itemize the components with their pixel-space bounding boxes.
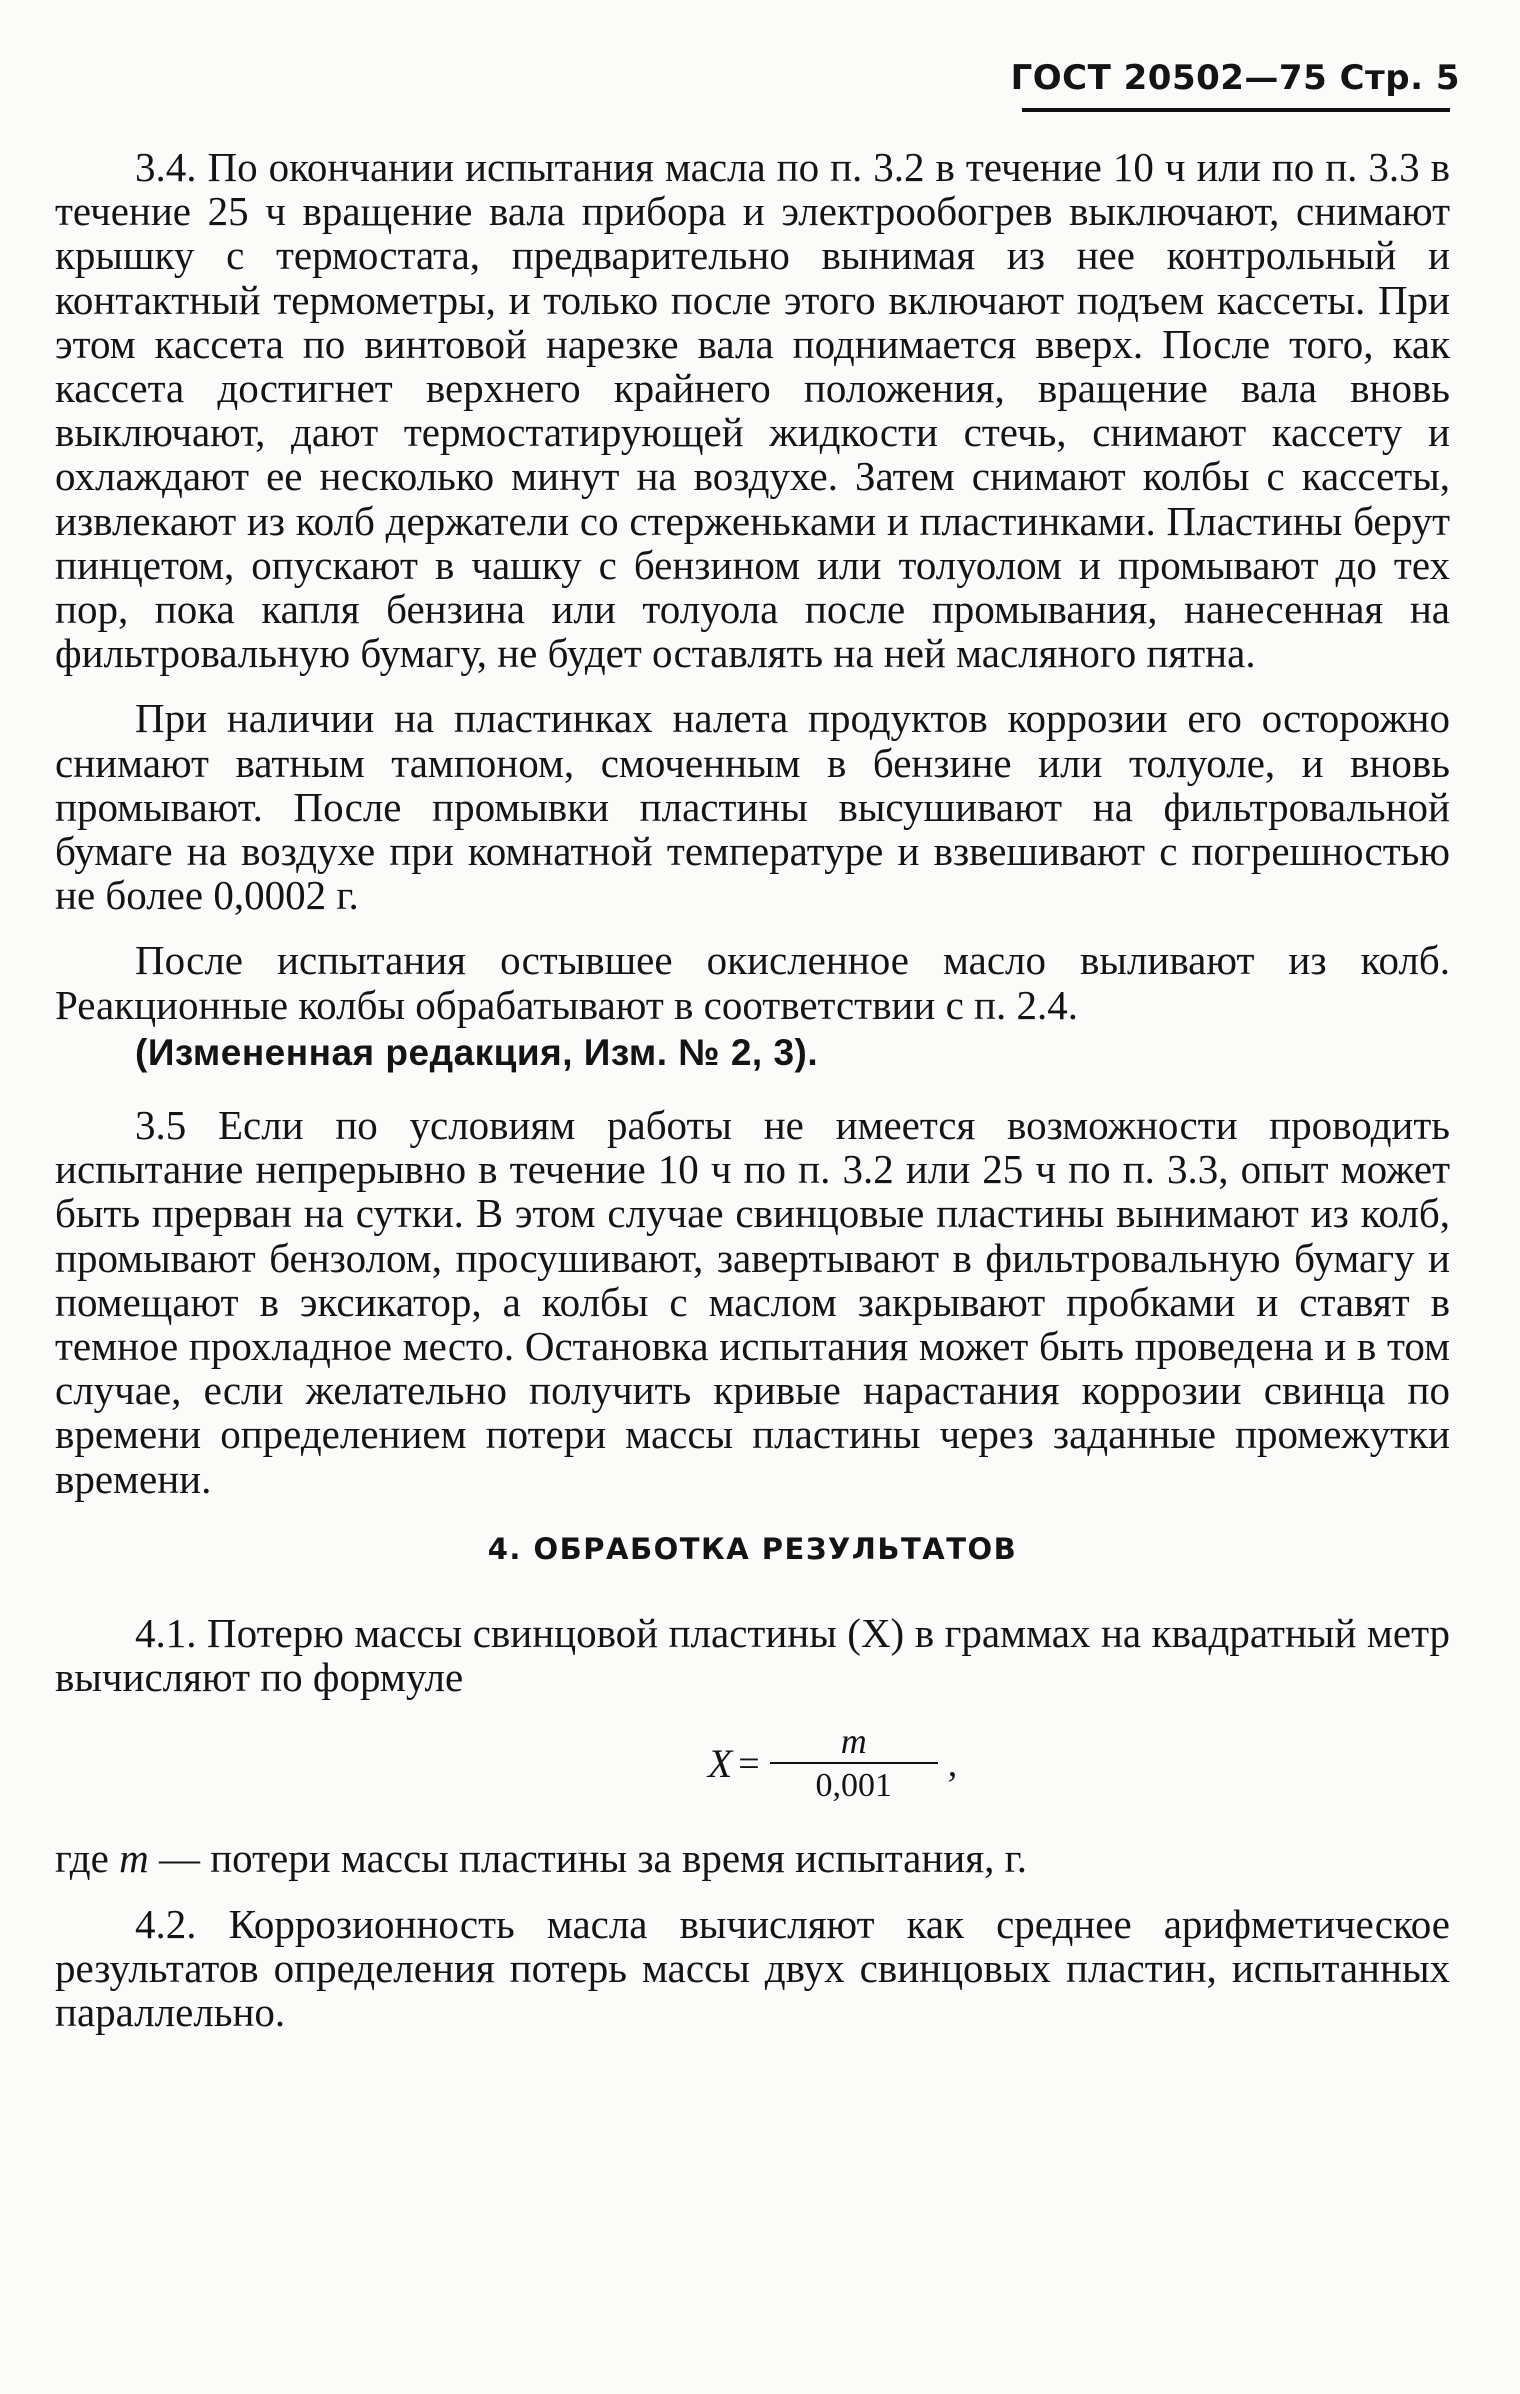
mass-loss-formula (55, 1720, 1450, 1824)
formula-trailing-comma: , (947, 1743, 958, 1786)
formula-legend (55, 1836, 1450, 1880)
header-rule (1022, 108, 1450, 112)
section-4-heading: 4. ОБРАБОТКА РЕЗУЛЬТАТОВ (487, 1531, 1018, 1566)
paragraph-3-4-after-test: После испытания остывшее окисленное масло выливают из колб. Реакционные колбы обрабатывают в соответствии с п. 2.4. (55, 937, 1450, 1028)
paragraph-3-5: 3.5 Если по условиям работы не имеется возможности проводить испытание непрерывно в течение 10 ч по п. 3.2 или 25 ч по п. 3.3, опыт может быть прерван на сутки. В этом случае свинцовые пластины вынимают из колб, промывают бензолом, просушивают, завертывают в фильтровальную бумагу и помещают в эксикатор, а колбы с маслом закрывают пробками и ставят в темное прохладное место. Остановка испытания может быть проведена и в том случае, если желательно получить кривые нарастания коррозии свинца по времени определением потери массы пластины через заданные промежутки времени. (55, 1102, 1450, 1502)
paragraph-3-4: 3.4. По окончании испытания масла по п. 3.2 в течение 10 ч или по п. 3.3 в течение 25 ч вращение вала прибора и электрообогрев выключают, снимают крышку с термостата, предварительно вынимая из нее контрольный и контактный термометры, и только после этого включают подъем кассеты. При этом кассета по винтовой нарезке вала поднимается вверх. После того, как кассета достигнет верхнего крайнего положения, вращение вала вновь выключают, дают термостатирующей жидкости стечь, снимают кассету и охлаждают ее несколько минут на воздухе. Затем снимают колбы с кассеты, извлекают из колб держатели со стерженьками и пластинками. Пластины берут пинцетом, опускают в чашку с бензином или толуолом и промывают до тех пор, пока капля бензина или толуола после промывания, нанесенная на фильтровальную бумагу, не будет оставлять на ней масляного пятна. (55, 144, 1450, 677)
paragraph-4-1: 4.1. Потерю массы свинцовой пластины (X) в граммах на квадратный метр вычисляют по формуле (55, 1609, 1450, 1701)
formula-fraction (770, 1720, 938, 1808)
formula-denominator: 0,001 (815, 1767, 892, 1805)
page-header: ГОСТ 20502—75 Стр. 5 (1010, 58, 1460, 98)
legend-variable: m (119, 1835, 149, 1882)
formula-equals: = (738, 1743, 760, 1786)
paragraph-4-2: 4.2. Коррозионность масла вычисляют как среднее арифметическое результатов определения потерь массы двух свинцовых пластин, испытанных параллельно. (55, 1900, 1450, 2035)
formula-lhs: X (707, 1741, 733, 1787)
paragraph-3-4-corrosion: При наличии на пластинках налета продуктов коррозии его осторожно снимают ватным тампоном, смоченным в бензине или толуоле, и вновь промывают. После промывки пластины высушивают на фильтровальной бумаге на воздухе при комнатной температуре и взвешивают с погрешностью не более 0,0002 г. (55, 695, 1450, 919)
formula-numerator: m (840, 1721, 867, 1762)
amendment-note: (Измененная редакция, Изм. № 2, 3). (135, 1031, 819, 1073)
document-body (55, 145, 1450, 2055)
legend-prefix: где (55, 1835, 120, 1882)
legend-description: — потери массы пластины за время испытания, г. (148, 1835, 1028, 1882)
